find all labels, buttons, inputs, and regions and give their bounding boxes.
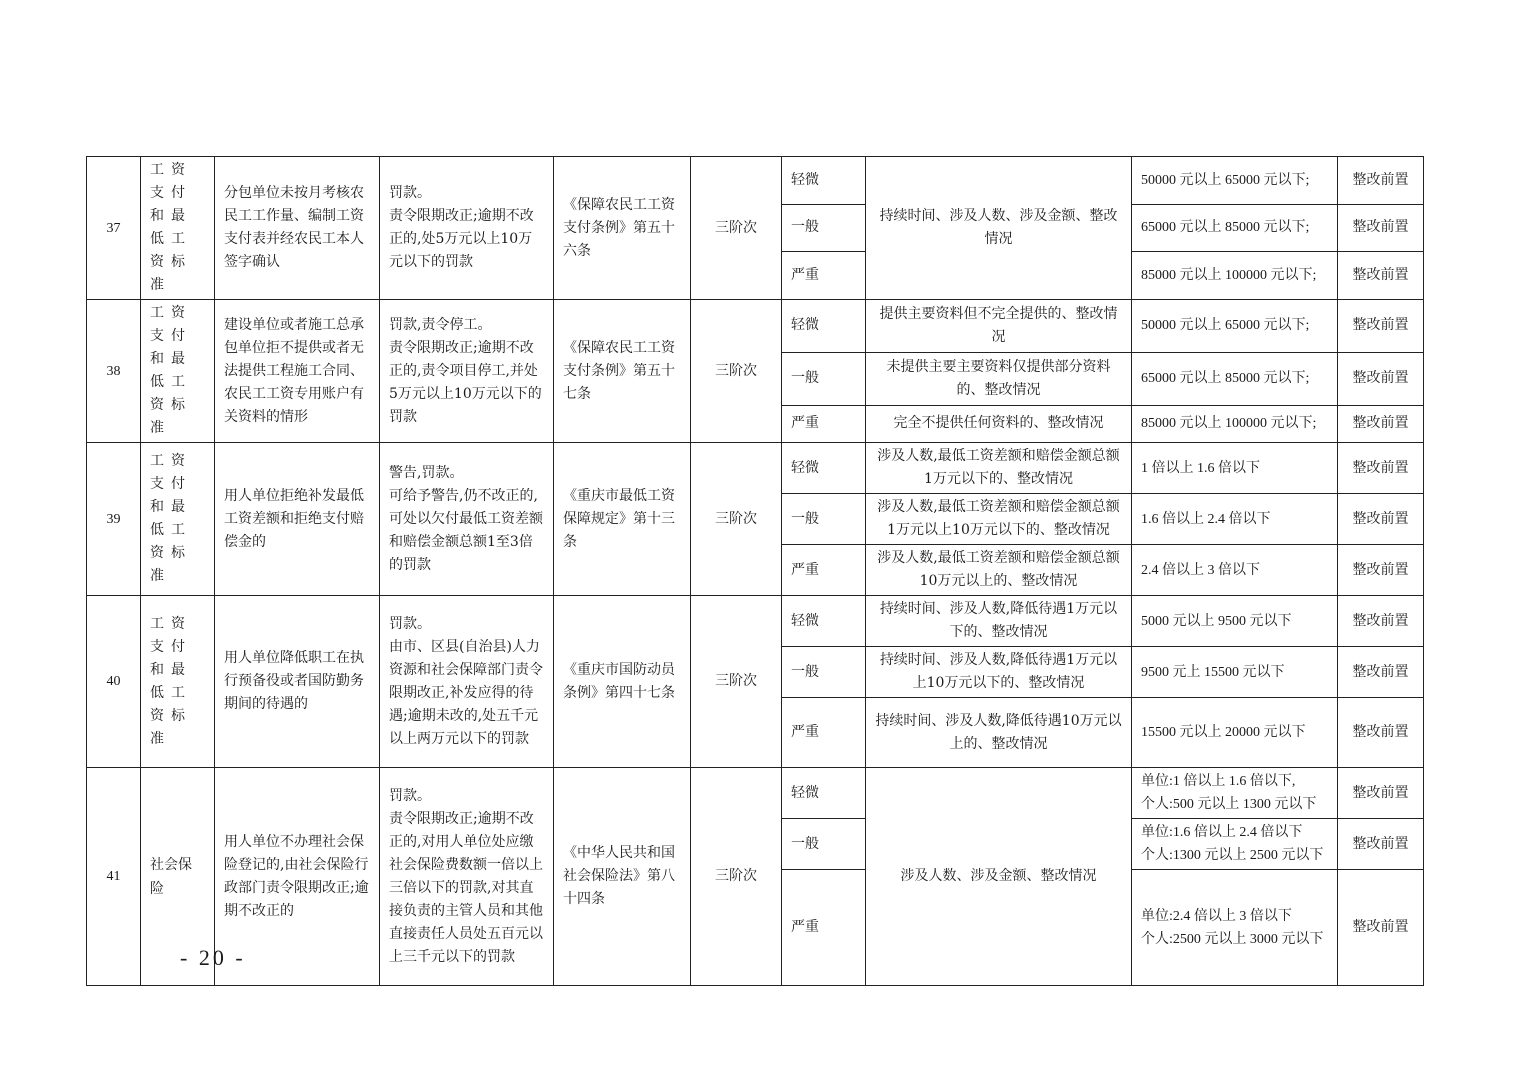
stage-cell: 三阶次 [691, 300, 782, 443]
category-cell: 工资支付和最低工资标准 [141, 300, 215, 443]
factor-cell: 涉及人数,最低工资差额和赔偿金额总额1万元以下的、整改情况 [866, 443, 1132, 494]
penalty-cell: 警告,罚款。 可给予警告,仍不改正的,可处以欠付最低工资差额和赔偿金额总额1至3倍的罚款 [380, 443, 554, 596]
amount-cell: 15500 元以上 20000 元以下 [1132, 698, 1338, 768]
factor-cell: 完全不提供任何资料的、整改情况 [866, 405, 1132, 442]
level-cell: 严重 [782, 252, 866, 300]
level-cell: 一般 [782, 204, 866, 252]
table-row [87, 300, 1424, 353]
procedure-cell: 整改前置 [1338, 300, 1424, 353]
procedure-cell: 整改前置 [1338, 698, 1424, 768]
amount-cell: 85000 元以上 100000 元以下; [1132, 252, 1338, 300]
law-cell: 《保障农民工工资支付条例》第五十七条 [554, 300, 691, 443]
page-number: - 20 - [180, 945, 246, 970]
item-number: 41 [87, 768, 141, 986]
table-row [87, 157, 1424, 205]
law-cell: 《保障农民工工资支付条例》第五十六条 [554, 157, 691, 300]
behavior-cell: 用人单位拒绝补发最低工资差额和拒绝支付赔偿金的 [215, 443, 380, 596]
amount-cell: 50000 元以上 65000 元以下; [1132, 157, 1338, 205]
procedure-cell: 整改前置 [1338, 494, 1424, 545]
level-cell: 轻微 [782, 768, 866, 819]
law-cell: 《重庆市最低工资保障规定》第十三条 [554, 443, 691, 596]
level-cell: 轻微 [782, 157, 866, 205]
amount-cell: 50000 元以上 65000 元以下; [1132, 300, 1338, 353]
law-cell: 《中华人民共和国社会保险法》第八十四条 [554, 768, 691, 986]
procedure-cell: 整改前置 [1338, 443, 1424, 494]
amount-cell: 单位:1 倍以上 1.6 倍以下, 个人:500 元以上 1300 元以下 [1132, 768, 1338, 819]
item-number: 40 [87, 596, 141, 768]
procedure-cell: 整改前置 [1338, 545, 1424, 596]
level-cell: 一般 [782, 647, 866, 698]
procedure-cell: 整改前置 [1338, 252, 1424, 300]
level-cell: 严重 [782, 870, 866, 986]
stage-cell: 三阶次 [691, 443, 782, 596]
factor-cell: 涉及人数、涉及金额、整改情况 [866, 768, 1132, 986]
penalty-discretion-table [86, 156, 1424, 986]
level-cell: 严重 [782, 698, 866, 768]
procedure-cell: 整改前置 [1338, 596, 1424, 647]
category-cell: 社会保险 [141, 768, 215, 986]
factor-cell: 持续时间、涉及人数,降低待遇1万元以上10万元以下的、整改情况 [866, 647, 1132, 698]
factor-cell: 持续时间、涉及人数,降低待遇1万元以下的、整改情况 [866, 596, 1132, 647]
category-cell: 工资支付和最低工资标准 [141, 157, 215, 300]
stage-cell: 三阶次 [691, 157, 782, 300]
stage-cell: 三阶次 [691, 768, 782, 986]
item-number: 38 [87, 300, 141, 443]
stage-cell: 三阶次 [691, 596, 782, 768]
procedure-cell: 整改前置 [1338, 647, 1424, 698]
behavior-cell: 用人单位不办理社会保险登记的,由社会保险行政部门责令限期改正;逾期不改正的 [215, 768, 380, 986]
amount-cell: 65000 元以上 85000 元以下; [1132, 204, 1338, 252]
item-number: 39 [87, 443, 141, 596]
level-cell: 一般 [782, 819, 866, 870]
level-cell: 严重 [782, 545, 866, 596]
law-cell: 《重庆市国防动员条例》第四十七条 [554, 596, 691, 768]
factor-cell: 涉及人数,最低工资差额和赔偿金额总额1万元以上10万元以下的、整改情况 [866, 494, 1132, 545]
behavior-cell: 分包单位未按月考核农民工工作量、编制工资支付表并经农民工本人签字确认 [215, 157, 380, 300]
procedure-cell: 整改前置 [1338, 870, 1424, 986]
penalty-cell: 罚款。 责令限期改正;逾期不改正的,对用人单位处应缴社会保险费数额一倍以上三倍以下的罚款,对其直接负责的主管人员和其他直接责任人员处五百元以上三千元以下的罚款 [380, 768, 554, 986]
procedure-cell: 整改前置 [1338, 819, 1424, 870]
table-row [87, 443, 1424, 494]
amount-cell: 单位:1.6 倍以上 2.4 倍以下 个人:1300 元以上 2500 元以下 [1132, 819, 1338, 870]
amount-cell: 65000 元以上 85000 元以下; [1132, 352, 1338, 405]
factor-cell: 未提供主要主要资料仅提供部分资料的、整改情况 [866, 352, 1132, 405]
table-row [87, 596, 1424, 647]
factor-cell: 涉及人数,最低工资差额和赔偿金额总额10万元以上的、整改情况 [866, 545, 1132, 596]
amount-cell: 9500 元上 15500 元以下 [1132, 647, 1338, 698]
level-cell: 轻微 [782, 300, 866, 353]
category-cell: 工资支付和最低工资标准 [141, 443, 215, 596]
level-cell: 一般 [782, 494, 866, 545]
procedure-cell: 整改前置 [1338, 157, 1424, 205]
penalty-cell: 罚款。 责令限期改正;逾期不改正的,处5万元以上10万元以下的罚款 [380, 157, 554, 300]
penalty-cell: 罚款,责令停工。 责令限期改正;逾期不改正的,责令项目停工,并处5万元以上10万元以下的罚款 [380, 300, 554, 443]
amount-cell: 5000 元以上 9500 元以下 [1132, 596, 1338, 647]
level-cell: 轻微 [782, 443, 866, 494]
factor-cell: 提供主要资料但不完全提供的、整改情况 [866, 300, 1132, 353]
procedure-cell: 整改前置 [1338, 405, 1424, 442]
amount-cell: 85000 元以上 100000 元以下; [1132, 405, 1338, 442]
level-cell: 严重 [782, 405, 866, 442]
procedure-cell: 整改前置 [1338, 768, 1424, 819]
procedure-cell: 整改前置 [1338, 204, 1424, 252]
category-cell: 工资支付和最低工资标准 [141, 596, 215, 768]
item-number: 37 [87, 157, 141, 300]
amount-cell: 2.4 倍以上 3 倍以下 [1132, 545, 1338, 596]
amount-cell: 1.6 倍以上 2.4 倍以下 [1132, 494, 1338, 545]
penalty-cell: 罚款。 由市、区县(自治县)人力资源和社会保障部门责令限期改正,补发应得的待遇;逾期未改的,处五千元以上两万元以下的罚款 [380, 596, 554, 768]
amount-cell: 单位:2.4 倍以上 3 倍以下 个人:2500 元以上 3000 元以下 [1132, 870, 1338, 986]
factor-cell: 持续时间、涉及人数,降低待遇10万元以上的、整改情况 [866, 698, 1132, 768]
table-row [87, 768, 1424, 819]
amount-cell: 1 倍以上 1.6 倍以下 [1132, 443, 1338, 494]
procedure-cell: 整改前置 [1338, 352, 1424, 405]
factor-cell: 持续时间、涉及人数、涉及金额、整改情况 [866, 157, 1132, 300]
behavior-cell: 建设单位或者施工总承包单位拒不提供或者无法提供工程施工合同、农民工工资专用账户有关资料的情形 [215, 300, 380, 443]
behavior-cell: 用人单位降低职工在执行预备役或者国防勤务期间的待遇的 [215, 596, 380, 768]
level-cell: 一般 [782, 352, 866, 405]
level-cell: 轻微 [782, 596, 866, 647]
